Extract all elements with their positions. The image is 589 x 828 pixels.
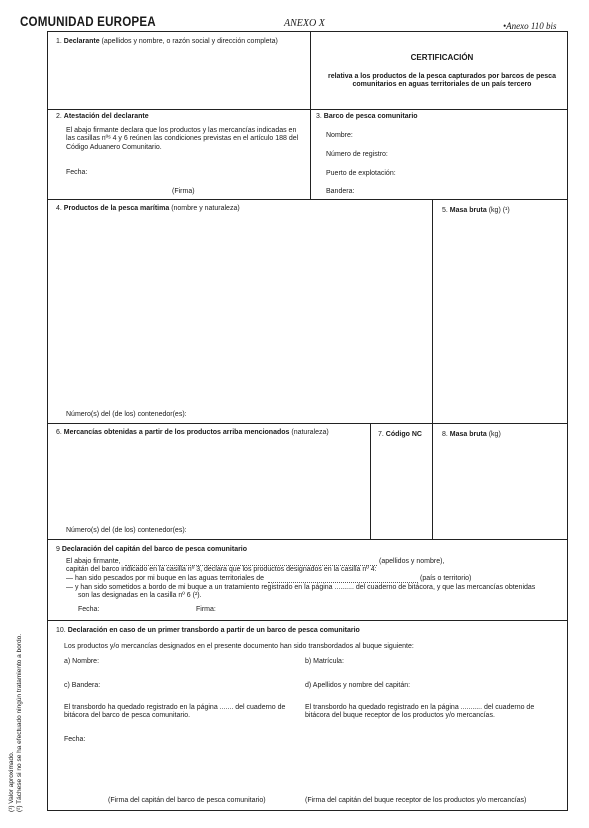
box2-date-label: Fecha:: [66, 169, 88, 176]
box3-header: [316, 113, 418, 121]
footnotes: [8, 582, 24, 812]
divider-col-mass: [432, 199, 433, 539]
box10-header: [56, 627, 360, 635]
box10-intro: Los productos y/o mercancías designados en el presente documento han sido transbordados al buque siguiente:: [64, 643, 414, 650]
box2-label: Atestación del declarante: [63, 113, 149, 120]
box1-detail: (apellidos y nombre, o razón social y dirección completa): [101, 38, 278, 45]
box9-country-line[interactable]: [268, 582, 418, 583]
box4-detail: (nombre y naturaleza): [171, 205, 240, 212]
box7-label: Código NC: [385, 431, 422, 438]
box3-label: Barco de pesca comunitario: [323, 113, 418, 120]
box8-number: 8.: [442, 431, 448, 438]
box8-label: Masa bruta: [449, 431, 487, 438]
vessel-port-field[interactable]: [405, 167, 560, 179]
page-title: COMUNIDAD EUROPEA: [20, 14, 156, 29]
transfer-flag-label: c) Bandera:: [64, 682, 101, 689]
box1-header: [56, 38, 278, 46]
box10-left-signature-field[interactable]: [64, 750, 294, 794]
box7-number: 7.: [378, 431, 384, 438]
box1-number: 1.: [56, 38, 62, 45]
box9-signature-label: Firma:: [196, 606, 216, 613]
box10-right-signature-label: (Firma del capitán del buque receptor de los productos y/o mercancías): [305, 797, 527, 804]
box9-label: Declaración del capitán del barco de pesca comunitario: [61, 546, 248, 553]
divider-col-code: [370, 423, 371, 539]
box10-number: 10.: [56, 627, 66, 634]
footnote-1: (¹) Valor aproximado.: [8, 751, 15, 812]
box3-number: 3.: [316, 113, 322, 120]
box9-goods-line: son las designadas en la casilla nº 6 (²).: [78, 592, 202, 599]
transfer-registration-field[interactable]: [355, 655, 555, 667]
vessel-name-label: Nombre:: [326, 132, 353, 139]
box8-header: [442, 431, 501, 439]
footnote-2: (²) Táchese si no se ha efectuado ningún tratamiento a bordo.: [16, 633, 23, 812]
box10-left-text: El transbordo ha quedado registrado en la página ....... del cuaderno de bitácora del barco de pesca comunitario.: [64, 704, 286, 720]
box9-header: [56, 546, 247, 554]
box9-treatment-line: — y han sido sometidos a bordo de mi buque a un tratamiento registrado en la página .......... del cuaderno de bitácora, y que las mercancías obtenidas: [66, 584, 536, 591]
box6-header: [56, 429, 329, 437]
divider-row5: [47, 620, 568, 621]
box6-number: 6.: [56, 429, 62, 436]
box5-label: Masa bruta: [449, 207, 487, 214]
box9-date-label: Fecha:: [78, 606, 100, 613]
transfer-captain-field[interactable]: [430, 679, 558, 691]
box4-label: Productos de la pesca marítima: [63, 205, 170, 212]
box10-left-signature-label: (Firma del capitán del barco de pesca comunitario): [108, 797, 266, 804]
box6-label: Mercancías obtenidas a partir de los productos arriba mencionados: [63, 429, 290, 436]
nc-code-field[interactable]: [375, 444, 427, 534]
box2-header: [56, 113, 149, 121]
vessel-port-label: Puerto de explotación:: [326, 170, 396, 177]
divider-row3: [47, 423, 568, 424]
box8-detail: (kg): [488, 431, 501, 438]
box9-captain-line: capitán del barco indicado en la casilla nº 3, declara que los productos designados en la casilla nº 4:: [66, 566, 377, 573]
divider-row2: [47, 199, 568, 200]
box9-number: 9: [56, 546, 60, 553]
box9-signature-field[interactable]: [220, 603, 370, 615]
box2-attestation-text: El abajo firmante declara que los productos y las mercancías indicadas en las casillas nºˢ 4 y 6 reúnen las condiciones previstas en el artículo 188 del Código Aduanero Comunitario.: [66, 127, 299, 151]
certification-subtitle: relativa a los productos de la pesca capturados por barcos de pesca comunitarios en aguas territoriales de un país tercero: [328, 73, 556, 89]
box9-signatory-end: (apellidos y nombre),: [379, 558, 445, 565]
divider-col-top: [310, 31, 311, 199]
vessel-registration-field[interactable]: [395, 148, 560, 160]
box5-detail: (kg) (¹): [488, 207, 510, 214]
box6-detail: (naturaleza): [291, 429, 329, 436]
annex-reference: •Anexo 110 bis: [503, 21, 557, 31]
box4-number: 4.: [56, 205, 62, 212]
box10-right-text: El transbordo ha quedado registrado en la página ........... del cuaderno de bitácora del buque receptor de los productos y/o mercancías.: [305, 704, 535, 720]
box4-header: [56, 205, 240, 213]
box4-containers-label: Número(s) del (de los) contenedor(es):: [66, 411, 187, 418]
box2-number: 2.: [56, 113, 62, 120]
box2-date-field[interactable]: [92, 166, 192, 178]
box5-header: [442, 207, 510, 215]
certification-title: CERTIFICACIÓN: [410, 53, 474, 62]
box9-waters-end: (país o territorio): [420, 575, 472, 582]
goods-field[interactable]: [56, 442, 364, 522]
goods-mass-field[interactable]: [438, 444, 564, 534]
vessel-name-field[interactable]: [360, 129, 560, 141]
box5-number: 5.: [442, 207, 448, 214]
box6-containers-label: Número(s) del (de los) contenedor(es):: [66, 527, 187, 534]
box9-date-field[interactable]: [100, 603, 190, 615]
box1-label: Declarante: [63, 38, 100, 45]
annex-label: ANEXO X: [284, 18, 325, 29]
box2-signature-label: (Firma): [172, 188, 195, 195]
divider-row4: [47, 539, 568, 540]
box10-date-field[interactable]: [88, 733, 208, 745]
box9-signatory-start: El abajo firmante,: [66, 558, 121, 565]
box9-waters-start: — han sido pescados por mi buque en las aguas territoriales de: [66, 575, 265, 582]
divider-row1: [47, 109, 568, 110]
transfer-flag-field[interactable]: [112, 679, 292, 691]
products-field[interactable]: [56, 218, 426, 408]
transfer-captain-label: d) Apellidos y nombre del capitán:: [305, 682, 411, 689]
box10-right-signature-field[interactable]: [305, 750, 557, 794]
transfer-name-field[interactable]: [112, 655, 292, 667]
box7-header: [378, 431, 422, 439]
vessel-flag-field[interactable]: [360, 185, 560, 197]
box10-label: Declaración en caso de un primer transbordo a partir de un barco de pesca comunitario: [67, 627, 360, 634]
transfer-name-label: a) Nombre:: [64, 658, 100, 665]
box10-date-label: Fecha:: [64, 736, 86, 743]
vessel-flag-label: Bandera:: [326, 188, 355, 195]
declarant-field[interactable]: [56, 50, 304, 104]
transfer-registration-label: b) Matrícula:: [305, 658, 344, 665]
gross-mass-field[interactable]: [438, 220, 564, 418]
vessel-registration-label: Número de registro:: [326, 151, 388, 158]
